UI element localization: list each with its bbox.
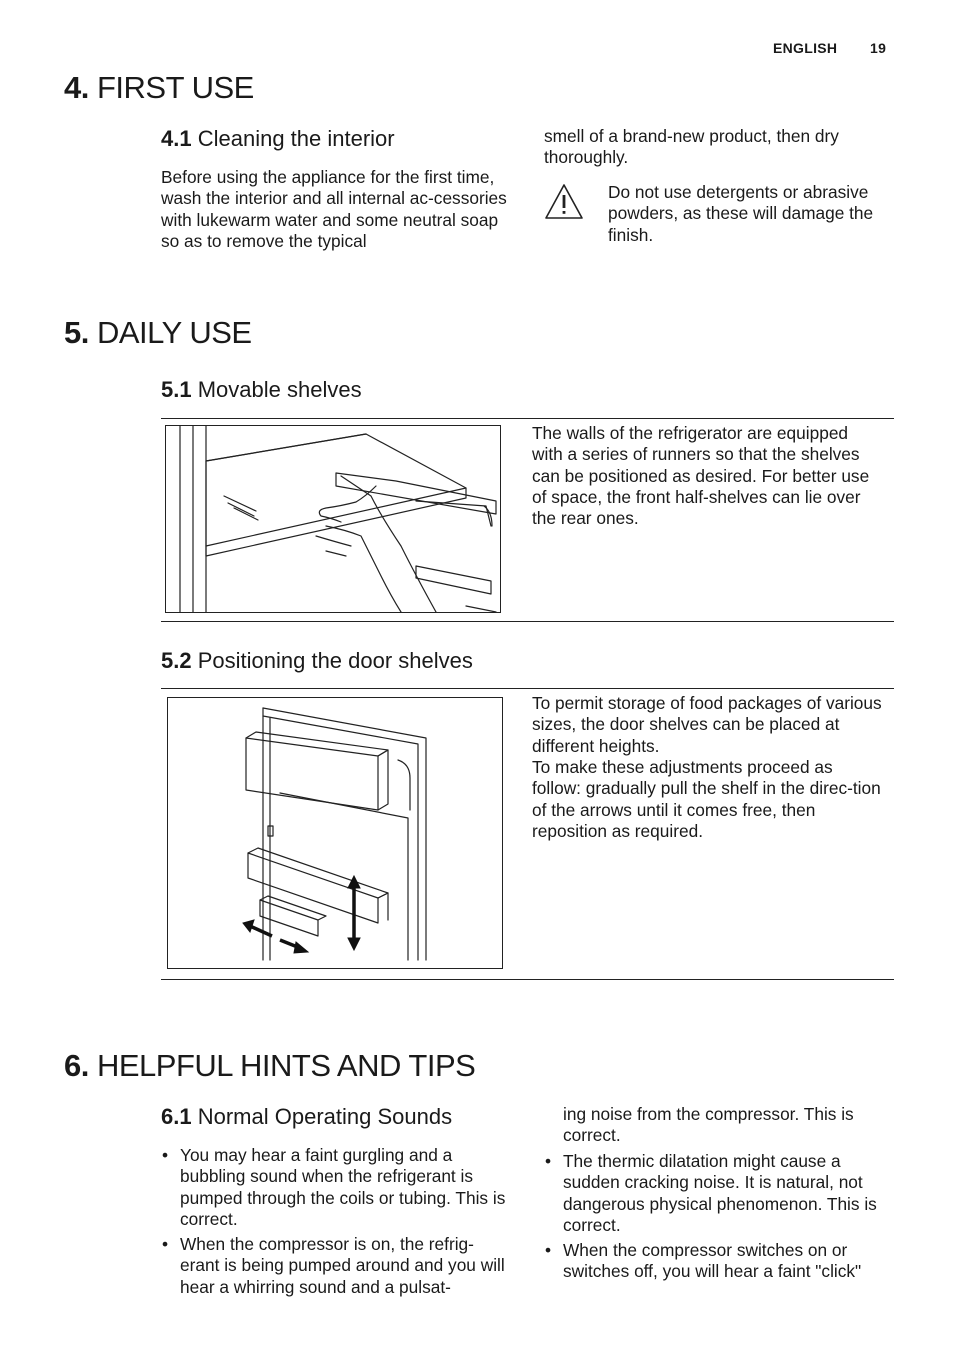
list-item: • When the compressor switches on or switches off, you will hear a faint "click" — [544, 1240, 894, 1283]
table-rule-top — [161, 688, 894, 689]
movable-shelves-text: The walls of the refrigerator are equipped with a series of runners so that the shelves can be positioned as desired. For better use of space, the front half-shelves can lie over the rear ones. — [532, 423, 870, 529]
subsection-number: 5.2 — [161, 648, 192, 673]
table-rule-bottom — [161, 621, 894, 622]
movable-shelf-illustration — [165, 425, 501, 613]
section-title: HELPFUL HINTS AND TIPS — [96, 1048, 476, 1083]
subsection-number: 6.1 — [161, 1104, 192, 1129]
section-number: 4. — [64, 70, 89, 105]
subsection-heading-cleaning — [161, 126, 395, 152]
subsection-heading-movable-shelves — [161, 377, 362, 403]
sounds-continuation-text: ing noise from the compressor. This is correct. — [563, 1104, 854, 1146]
subsection-title: Cleaning the interior — [197, 126, 395, 151]
subsection-number: 5.1 — [161, 377, 192, 402]
subsection-number: 4.1 — [161, 126, 192, 151]
list-item: • You may hear a faint gurgling and a bubbling sound when the refrigerant is pumped through the coils or tubing. This is correct. — [161, 1145, 509, 1230]
section-heading-daily-use — [64, 315, 252, 351]
table-rule-top — [161, 418, 894, 419]
page-header-language: ENGLISH — [773, 40, 838, 56]
section-heading-hints — [64, 1048, 475, 1084]
door-shelves-text-1: To permit storage of food packages of various sizes, the door shelves can be placed at different heights. — [532, 693, 882, 756]
door-shelves-text-2: To make these adjustments proceed as follow: gradually pull the shelf in the direc-tion of the arrows until it comes free, then reposition as required. — [532, 757, 881, 841]
list-item: • When the compressor is on, the refrig-erant is being pumped around and you will hear a whirring sound and a pulsat- — [161, 1234, 509, 1298]
section-heading-first-use — [64, 70, 254, 106]
door-shelf-illustration — [167, 697, 503, 969]
section-number: 6. — [64, 1048, 89, 1083]
section-title: DAILY USE — [96, 315, 252, 350]
section-title: FIRST USE — [96, 70, 254, 105]
subsection-title: Normal Operating Sounds — [197, 1104, 453, 1129]
list-item: • The thermic dilatation might cause a sudden cracking noise. It is natural, not dangerous physical phenomenon. This is correct. — [544, 1151, 894, 1236]
warning-triangle-icon — [543, 182, 585, 222]
subsection-title: Positioning the door shelves — [197, 648, 473, 673]
sounds-bullets-col1 — [161, 1145, 509, 1302]
cleaning-text-col2: smell of a brand-new product, then dry thoroughly. — [544, 126, 839, 168]
sounds-bullets-col2 — [544, 1151, 894, 1287]
table-rule-bottom — [161, 979, 894, 980]
section-number: 5. — [64, 315, 89, 350]
subsection-title: Movable shelves — [197, 377, 362, 402]
subsection-heading-sounds — [161, 1104, 452, 1130]
subsection-heading-door-shelves — [161, 648, 473, 674]
cleaning-text-col1: Before using the appliance for the first time, wash the interior and all internal ac-cessories with lukewarm water and some neutral soap so as to remove the typical — [161, 167, 507, 251]
page-number: 19 — [870, 40, 887, 56]
warning-text: Do not use detergents or abrasive powders, as these will damage the finish. — [608, 182, 874, 245]
